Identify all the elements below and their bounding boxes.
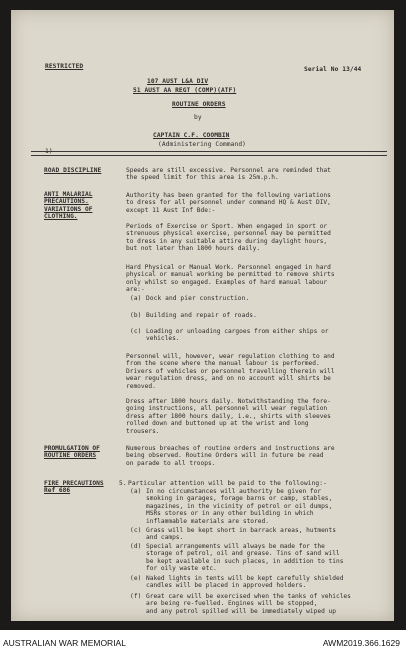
serial-number: Serial No 13/44 — [304, 66, 362, 73]
source-label: AUSTRALIAN WAR MEMORIAL — [3, 638, 126, 648]
list-item-letter: (f) — [130, 593, 142, 600]
hard-work-paragraph: Hard Physical or Manual Work. Personnel engaged in hard physical or manual working be permitted to remove shirts only whilst so engaged. Examples of hard manual labour are:- — [126, 264, 335, 294]
list-item-letter: (a) — [130, 488, 142, 495]
fire-precautions-heading: FIRE PRECAUTIONS Ref 686 — [44, 480, 104, 495]
exercise-paragraph: Periods of Exercise or Sport. When engaged in sport or strenuous physical exercise, personnel may be permitted to dress in any suitable attire during daylight hours, but not later than 1800 hours daily. — [126, 223, 331, 253]
header-rule — [31, 151, 387, 152]
officer-role: (Administering Command) — [158, 141, 246, 148]
officer-name: CAPTAIN C.F. COOMBIN — [153, 132, 230, 139]
list-item-letter: (d) — [130, 543, 142, 550]
fire-intro: Particular attention will be paid to the following:- — [128, 480, 327, 487]
promulgation-text: Numerous breaches of routine orders and instructions are being observed. Routine Orders will in future be read on parade to all troops. — [126, 445, 335, 467]
list-item-letter: (b) — [130, 312, 142, 319]
list-item-letter: (a) — [130, 295, 142, 302]
fire-section-number: 5. — [119, 480, 127, 487]
after-dark-paragraph: Dress after 1800 hours daily. Notwithstanding the fore- going instructions, all personnel will wear regulation dress after 1800 hours daily, i.e., shirts with sleeves rolled down and buttoned up at the wrist and long trousers. — [126, 398, 331, 435]
list-item: Loading or unloading cargoes from either ships or vehicles. — [146, 328, 329, 343]
promulgation-heading: PROMULGATION OF ROUTINE ORDERS — [44, 445, 100, 460]
list-item: Grass will be kept short in barrack areas, hutments and camps. — [146, 527, 336, 542]
accession-number: AWM2019.366.1629 — [322, 638, 400, 648]
list-item: Special arrangements will always be made for the storage of petrol, oil and grease. Tins of sand will be kept available in such places, in addition to tins for oily waste etc. — [146, 543, 344, 573]
list-item-letter: (e) — [130, 575, 142, 582]
list-item: In no circumstances will authority be given for smoking in garages, forage barns or camp, stables, magazines, in the vicinity of petrol or oil dumps, MSRs stores or in any other building in which inflammable materials are stored. — [146, 488, 333, 525]
road-discipline-text: Speeds are still excessive. Personnel are reminded that the speed limit for this area is 25m.p.h. — [126, 167, 331, 182]
list-item-letter: (c) — [130, 328, 142, 335]
list-item: Building and repair of roads. — [146, 312, 257, 319]
list-item: Dock and pier construction. — [146, 295, 250, 302]
list-item: Naked lights in tents will be kept carefully shielded candles will be placed in approved holders. — [146, 575, 344, 590]
header-rule-2 — [31, 155, 387, 156]
document-page — [11, 10, 394, 621]
by-line: by — [194, 114, 202, 121]
list-item: Great care will be exercised when the tanks of vehicles are being re-fuelled. Engines will be stopped, and any petrol spilled will be immediately wiped up — [146, 593, 351, 615]
anti-malarial-heading: ANTI MALARIAL PRECAUTIONS. VARIATIONS OF CLOTHING. — [44, 191, 93, 221]
list-item-letter: (c) — [130, 527, 142, 534]
caption-bar — [0, 630, 406, 653]
document-title: ROUTINE ORDERS — [172, 101, 226, 108]
classification-label: RESTRICTED — [45, 63, 84, 70]
anti-malarial-intro: Authority has been granted for the following variations to dress for all personnel under command HQ & Aust DIV, except 11 Aust Inf Bde:- — [126, 192, 331, 214]
unit-line-1: 107 AUST L&A DIV — [147, 78, 209, 85]
unit-line-2: 51 AUST AA REGT (COMP)(ATF) — [133, 87, 237, 94]
road-discipline-heading: ROAD DISCIPLINE — [44, 167, 102, 174]
regulation-paragraph: Personnel will, however, wear regulation clothing to and from the scene where the manual labour is performed. Drivers of vehicles or personnel travelling therein will wear regulation dress, and on no account will shirts be removed. — [126, 353, 335, 390]
